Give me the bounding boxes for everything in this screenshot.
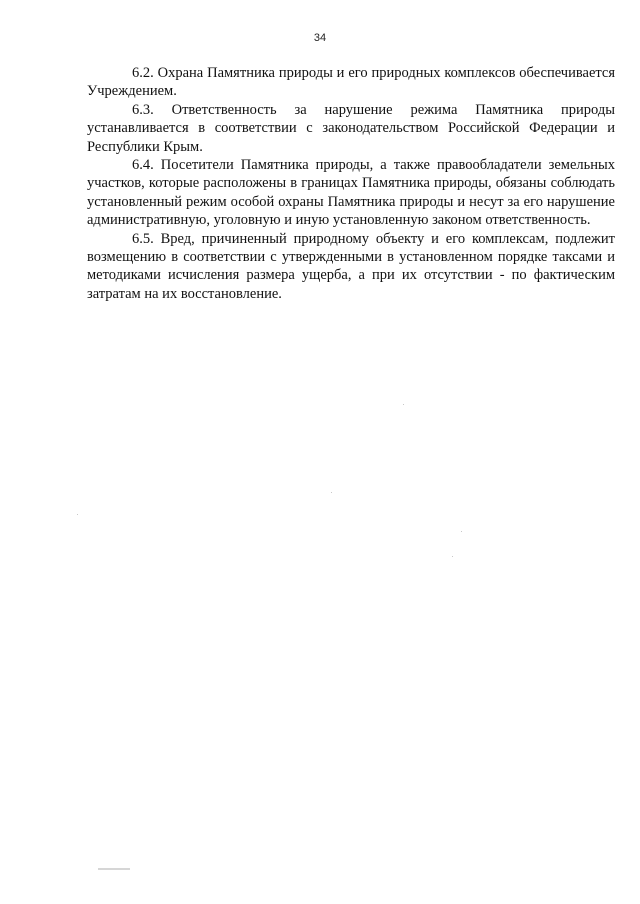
scan-speck — [403, 404, 404, 405]
paragraph-6-5: 6.5. Вред, причиненный природному объекту и его комплексам, подлежит возмещению в соответствии с утвержденными в установленном порядке таксами и методиками исчисления размера ущерба, а при их отсутствии - по фактическим затратам на их восстановление. — [87, 230, 615, 302]
paragraph-6-3: 6.3. Ответственность за нарушение режима Памятника природы устанавливается в соответствии с законодательством Российской Федерации и Республики Крым. — [87, 101, 615, 155]
scan-speck — [452, 556, 453, 557]
scan-artifact — [98, 868, 130, 870]
scan-speck — [77, 514, 78, 515]
paragraph-6-4: 6.4. Посетители Памятника природы, а также правообладатели земельных участков, которые расположены в границах Памятника природы, обязаны соблюдать установленный режим особой охраны Памятника природы и несут за его нарушение административную, уголовную и иную установленную законом ответственность. — [87, 157, 615, 229]
scan-speck — [331, 492, 332, 493]
page-number: 34 — [313, 32, 327, 44]
document-body — [87, 64, 615, 303]
scan-speck — [461, 531, 462, 532]
paragraph-6-2: 6.2. Охрана Памятника природы и его природных комплексов обеспечивается Учреждением. — [87, 65, 615, 100]
